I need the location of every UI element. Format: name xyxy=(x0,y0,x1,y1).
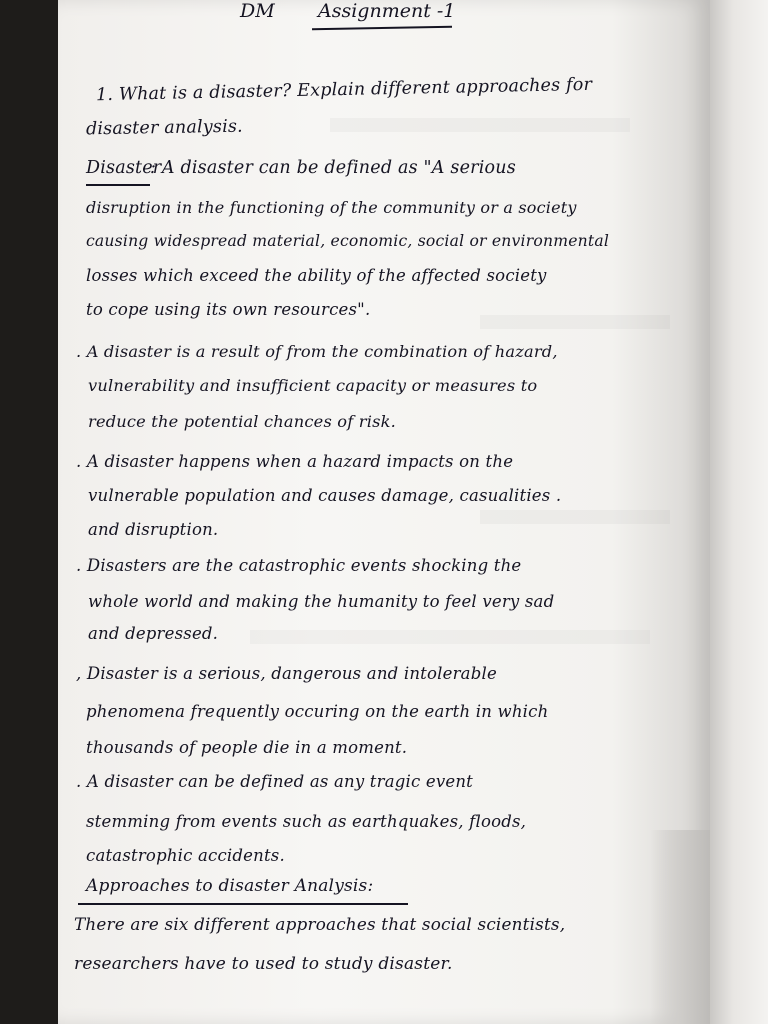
approaches-line-1: There are six different approaches that social scientists, xyxy=(74,914,566,934)
bleed-through-mark xyxy=(330,118,630,132)
definition-label-underline xyxy=(86,184,150,186)
definition-line-4: losses which exceed the ability of the affected society xyxy=(86,266,547,285)
bullet-2-line-1: . A disaster happens when a hazard impacts on the xyxy=(76,452,514,471)
bullet-4-line-3: thousands of people die in a moment. xyxy=(86,738,408,757)
definition-line-3: causing widespread material, economic, social or environmental xyxy=(86,232,610,250)
bullet-4-line-1: , Disaster is a serious, dangerous and intolerable xyxy=(76,664,497,683)
bullet-2-line-3: and disruption. xyxy=(88,520,219,539)
approaches-heading: Approaches to disaster Analysis: xyxy=(86,876,374,896)
question-line-1: 1. What is a disaster? Explain different approaches for xyxy=(95,74,593,106)
approaches-line-2: researchers have to used to study disaster. xyxy=(74,954,453,974)
page-shadow xyxy=(650,830,710,1024)
bullet-5-line-1: . A disaster can be defined as any tragic event xyxy=(76,772,473,791)
bleed-through-mark xyxy=(480,315,670,329)
definition-line-5: to cope using its own resources". xyxy=(86,300,371,319)
bullet-4-line-2: phenomena frequently occuring on the earth in which xyxy=(86,702,549,721)
bullet-3-line-3: and depressed. xyxy=(88,624,219,643)
bullet-2-line-2: vulnerable population and causes damage, casualities . xyxy=(88,486,562,505)
question-line-2: disaster analysis. xyxy=(85,116,244,140)
bullet-5-line-3: catastrophic accidents. xyxy=(86,846,285,865)
bullet-1-line-1: . A disaster is a result of from the combination of hazard, xyxy=(76,342,558,361)
approaches-heading-underline xyxy=(78,903,408,905)
subject-code: DM xyxy=(240,0,275,22)
bullet-5-line-2: stemming from events such as earthquakes, floods, xyxy=(86,812,527,831)
bullet-1-line-2: vulnerability and insufficient capacity or measures to xyxy=(88,376,538,395)
definition-line-1: : A disaster can be defined as "A serious xyxy=(150,158,516,178)
bullet-1-line-3: reduce the potential chances of risk. xyxy=(88,412,396,431)
bullet-3-line-1: . Disasters are the catastrophic events shocking the xyxy=(76,556,522,575)
definition-line-2: disruption in the functioning of the community or a society xyxy=(86,198,577,217)
bullet-3-line-2: whole world and making the humanity to feel very sad xyxy=(88,592,555,611)
page-edge xyxy=(710,0,768,1024)
page-title: Assignment -1 xyxy=(318,0,456,22)
definition-label: Disaster xyxy=(86,158,162,178)
bleed-through-mark xyxy=(250,630,650,644)
bleed-through-mark xyxy=(480,510,670,524)
